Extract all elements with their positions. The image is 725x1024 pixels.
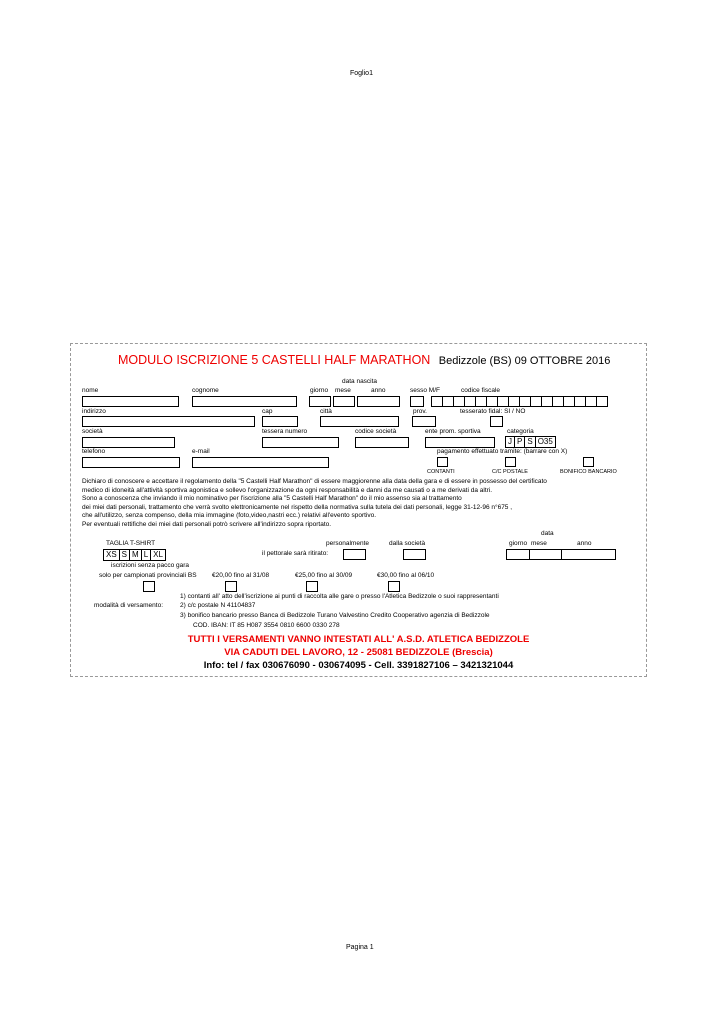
tshirt-size-option[interactable]: XS	[103, 549, 120, 561]
label-dalla-societa: dalla società	[389, 540, 426, 547]
declaration-line: che all'utilizzo, senza compenso, della mia immagine (foto,video,nastri ecc.) relativi all'evento sportivo.	[82, 512, 377, 519]
label-citta: città	[320, 408, 332, 415]
label-codice-societa: codice società	[355, 428, 397, 435]
label-cc-postale: C/C POSTALE	[492, 469, 528, 475]
mese-data-input[interactable]	[529, 549, 562, 560]
indirizzo-input[interactable]	[82, 416, 255, 427]
cap-input[interactable]	[262, 416, 298, 427]
ente-input[interactable]	[425, 437, 495, 448]
label-indirizzo: indirizzo	[82, 408, 106, 415]
tshirt-sizes[interactable]	[104, 549, 166, 561]
form-title: MODULO ISCRIZIONE 5 CASTELLI HALF MARATHON	[118, 353, 431, 367]
label-anno: anno	[371, 387, 386, 394]
label-telefono: telefono	[82, 448, 106, 455]
telefono-input[interactable]	[82, 457, 180, 468]
label-tesserato: tesserato fidal: SI / NO	[460, 408, 526, 415]
prov-input[interactable]	[412, 416, 436, 427]
label-personalmente: personalmente	[326, 540, 369, 547]
senza-pacco-checkbox[interactable]	[143, 581, 155, 592]
contanti-checkbox[interactable]	[437, 457, 448, 467]
label-senza-pacco-1: iscrizioni senza pacco gara	[111, 562, 190, 569]
tshirt-size-option[interactable]: L	[141, 549, 151, 561]
sheet-name: Foglio1	[350, 70, 373, 77]
giorno-data-input[interactable]	[506, 549, 530, 560]
codice-societa-input[interactable]	[355, 437, 409, 448]
versamento-1: 1) contanti all' atto dell'iscrizione ai punti di raccolta alle gare o presso l'Atletica Bedizzole o suoi rappresentanti	[180, 593, 499, 600]
label-giorno: giorno	[310, 387, 329, 394]
sesso-input[interactable]	[410, 396, 424, 407]
anno-data-input[interactable]	[561, 549, 616, 560]
prezzo-3: €30,00 fino al 06/10	[377, 572, 435, 579]
label-pettorale: il pettorale sarà ritirato:	[262, 550, 329, 557]
label-data-nascita: data nascita	[342, 378, 378, 385]
label-contanti: CONTANTI	[427, 469, 455, 475]
declaration-line: dei miei dati personali, trattamento che verrà svolto elettronicamente nel rispetto della normativa sulla tutela dei dati personali, legge 31-12-96 n°675 ,	[82, 503, 513, 511]
label-sesso: sesso M/F	[410, 387, 440, 394]
label-mese-data: mese	[531, 540, 547, 547]
anno-nascita-input[interactable]	[357, 396, 400, 407]
label-bonifico: BONIFICO BANCARIO	[560, 469, 617, 475]
email-input[interactable]	[192, 457, 329, 468]
societa-input[interactable]	[82, 437, 175, 448]
categoria-options[interactable]	[506, 436, 556, 448]
cc-postale-checkbox[interactable]	[505, 457, 516, 467]
label-ente: ente prom. sportiva	[425, 428, 481, 435]
label-cognome: cognome	[192, 387, 219, 394]
label-nome: nome	[82, 387, 99, 394]
form-title-line	[118, 351, 610, 369]
label-tshirt: TAGLIA T-SHIRT	[106, 540, 156, 547]
label-mese: mese	[335, 387, 351, 394]
categoria-option[interactable]: O35	[535, 436, 556, 448]
label-societa: società	[82, 428, 103, 435]
versamento-2: 2) c/c postale N 41104837	[180, 602, 256, 609]
label-senza-pacco-2: solo per campionati provinciali BS	[99, 572, 197, 579]
label-pagamento: pagamento effettuato tramite: (barrare con X)	[437, 448, 568, 455]
intestazione-2: VIA CADUTI DEL LAVORO, 12 - 25081 BEDIZZOLE (Brescia)	[224, 647, 493, 658]
prezzo-1: €20,00 fino al 31/08	[212, 572, 270, 579]
declaration-line: medico di idoneità all'attività sportiva agonistica e sollevo l'organizzazione da ogni responsabilità e danni da me causati o a me derivati da altri.	[82, 486, 493, 494]
label-prov: prov.	[413, 408, 427, 415]
tesserato-checkbox[interactable]	[490, 416, 503, 427]
prezzo-1-checkbox[interactable]	[225, 581, 237, 592]
label-cap: cap	[262, 408, 273, 415]
label-giorno-data: giorno	[509, 540, 528, 547]
codice-fiscale-grid[interactable]	[432, 396, 608, 407]
label-tessera: tessera numero	[262, 428, 308, 435]
categoria-option[interactable]: P	[514, 436, 525, 448]
page-number: Pagina 1	[346, 944, 374, 951]
citta-input[interactable]	[320, 416, 399, 427]
categoria-option[interactable]: J	[505, 436, 515, 448]
tshirt-size-option[interactable]: XL	[150, 549, 166, 561]
label-codice-fiscale: codice fiscale	[461, 387, 501, 394]
personalmente-checkbox[interactable]	[343, 549, 366, 560]
tessera-input[interactable]	[262, 437, 339, 448]
declaration-line: Per eventuali rettifiche dei miei dati personali potrò scrivere all'indirizzo sopra riportato.	[82, 520, 332, 528]
intestazione-1: TUTTI I VERSAMENTI VANNO INTESTATI ALL' A.S.D. ATLETICA BEDIZZOLE	[187, 634, 530, 645]
mese-nascita-input[interactable]	[333, 396, 355, 407]
tshirt-size-option[interactable]: S	[119, 549, 130, 561]
prezzo-2: €25,00 fino al 30/09	[295, 572, 353, 579]
tshirt-size-option[interactable]: M	[129, 549, 142, 561]
cf-cell[interactable]	[596, 396, 608, 407]
versamento-3: 3) bonifico bancario presso Banca di Bedizzole Turano Valvestino Credito Cooperativo agenzia di Bedizzole	[180, 612, 490, 619]
dalla-societa-checkbox[interactable]	[403, 549, 426, 560]
cognome-input[interactable]	[192, 396, 297, 407]
label-modalita: modalità di versamento:	[94, 602, 164, 609]
declaration-line: Sono a conoscenza che inviando il mio nominativo per l'iscrizione alla "5 Castelli Half Marathon" do il mio assenso sia al trattamento	[82, 495, 462, 502]
prezzo-2-checkbox[interactable]	[306, 581, 318, 592]
iban: COD. IBAN: IT 85 H087 3554 0810 6600 0330 278	[193, 622, 340, 629]
nome-input[interactable]	[82, 396, 179, 407]
label-data: data	[541, 530, 554, 537]
label-anno-data: anno	[577, 540, 592, 547]
declaration	[82, 478, 547, 529]
categoria-option[interactable]: S	[524, 436, 535, 448]
declaration-line: Dichiaro di conoscere e accettare il regolamento della "5 Castelli Half Marathon" di essere maggiorenne alla data della gara e di essere in possesso del certificato	[82, 478, 547, 485]
giorno-nascita-input[interactable]	[309, 396, 331, 407]
label-email: e-mail	[192, 448, 210, 455]
prezzo-3-checkbox[interactable]	[388, 581, 400, 592]
label-categoria: categoria	[507, 428, 534, 435]
info-contatti: Info: tel / fax 030676090 - 030674095 - Cell. 3391827106 – 3421321044	[203, 660, 514, 671]
form-subtitle: Bedizzole (BS) 09 OTTOBRE 2016	[438, 355, 611, 367]
bonifico-checkbox[interactable]	[583, 457, 594, 467]
